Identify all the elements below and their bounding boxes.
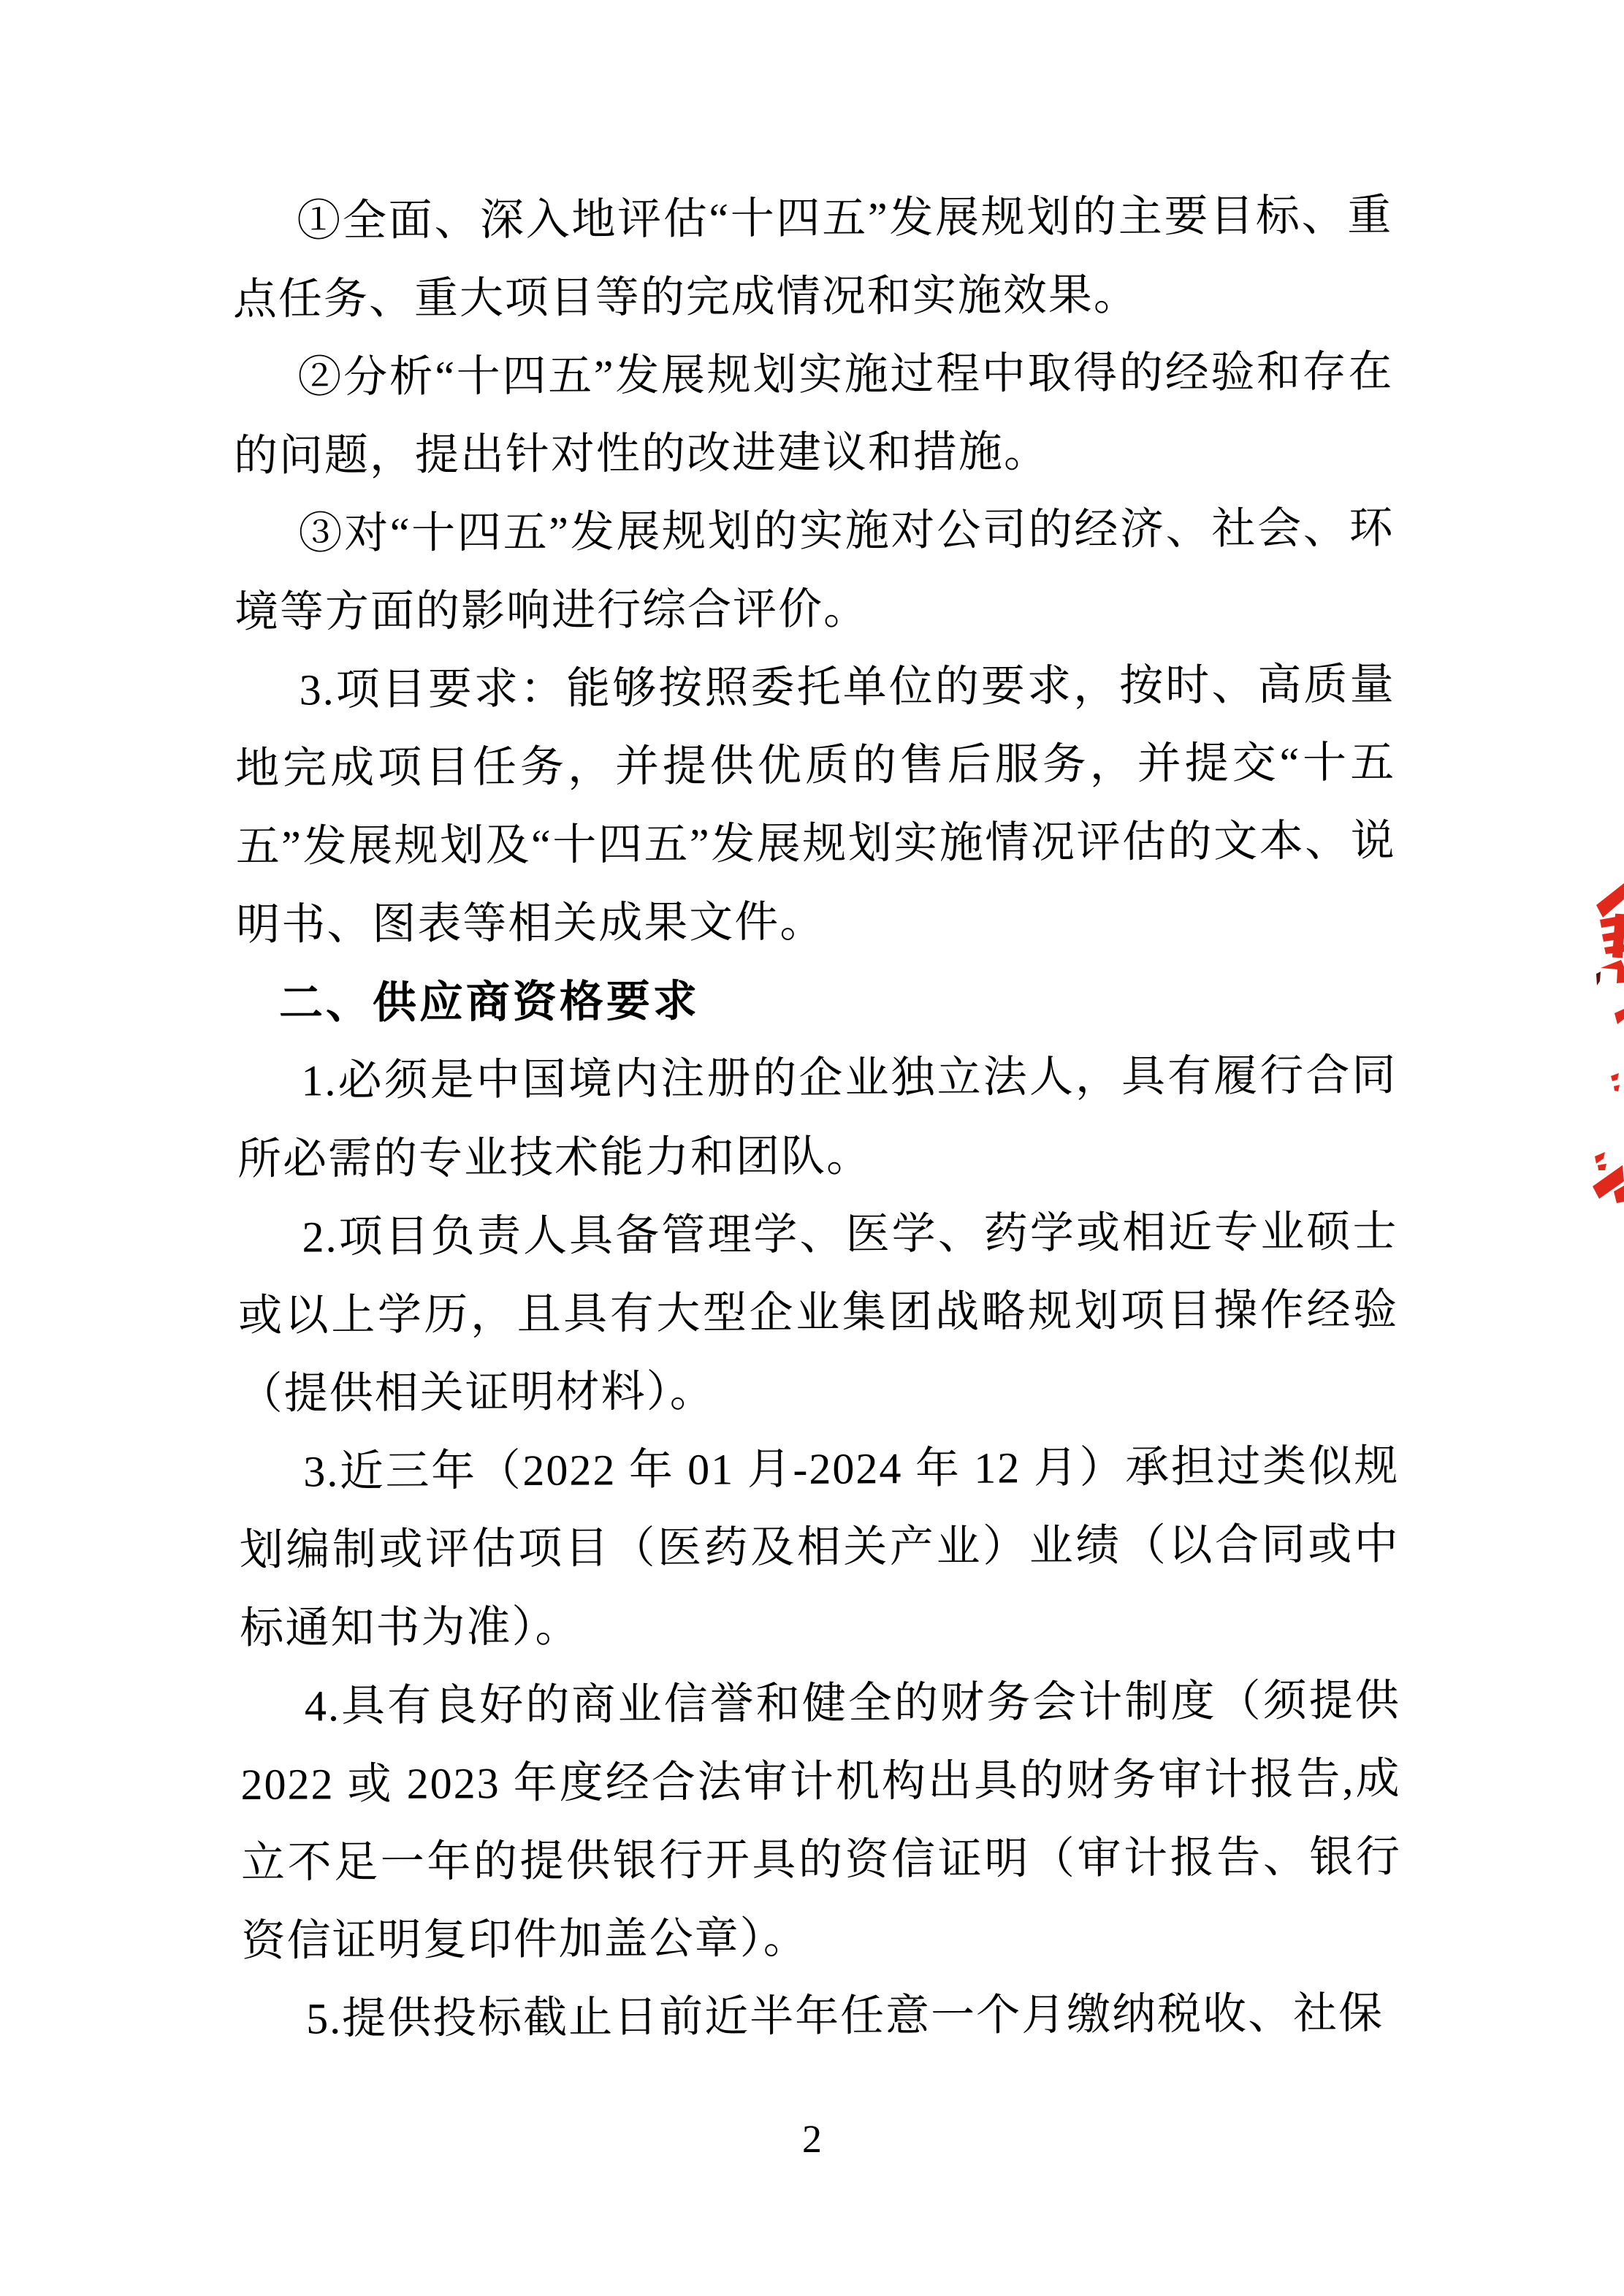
para-eval-impact: ③对“十四五”发展规划的实施对公司的经济、社会、环境等方面的影响进行综合评价。 (234, 503, 1395, 636)
red-seal-fragment-icon (1514, 879, 1624, 1215)
page-number: 2 (802, 2117, 822, 2161)
para-qualification-3: 3.近三年（2022 年 01 月-2024 年 12 月）承担过类似规划编制或评估项目（医药及相关产业）业绩（以合同或中标通知书为准）。 (239, 1441, 1400, 1652)
heading-supplier-qualifications: 二、供应商资格要求 (278, 976, 701, 1028)
para-eval-experience: ②分析“十四五”发展规划实施过程中取得的经验和存在的问题，提出针对性的改进建议和措施。 (233, 347, 1394, 480)
document-body (232, 177, 1402, 2059)
para-qualification-2: 2.项目负责人具备管理学、医学、药学或相近专业硕士或以上学历，且具有大型企业集团战略规划项目操作经验（提供相关证明材料）。 (237, 1207, 1399, 1418)
para-qualification-4: 4.具有良好的商业信誉和健全的财务会计制度（须提供 2022 或 2023 年度经合法审计机构出具的财务审计报告,成立不足一年的提供银行开具的资信证明（审计报告、银行资信证明复印件加盖公章）。 (240, 1676, 1402, 1965)
para-eval-goals: ①全面、深入地评估“十四五”发展规划的主要目标、重点任务、重大项目等的完成情况和实施效果。 (232, 191, 1393, 324)
para-qualification-1: 1.必须是中国境内注册的企业独立法人，具有履行合同所必需的专业技术能力和团队。 (237, 1050, 1398, 1183)
para-qualification-5: 5.提供投标截止日前近半年任意一个月缴纳税收、社保 (305, 1988, 1384, 2043)
para-project-requirements: 3.项目要求：能够按照委托单位的要求，按时、高质量地完成项目任务，并提供优质的售后服务，并提交“十五五”发展规划及“十四五”发展规划实施情况评估的文本、说明书、图表等相关成果文件。 (235, 660, 1396, 949)
